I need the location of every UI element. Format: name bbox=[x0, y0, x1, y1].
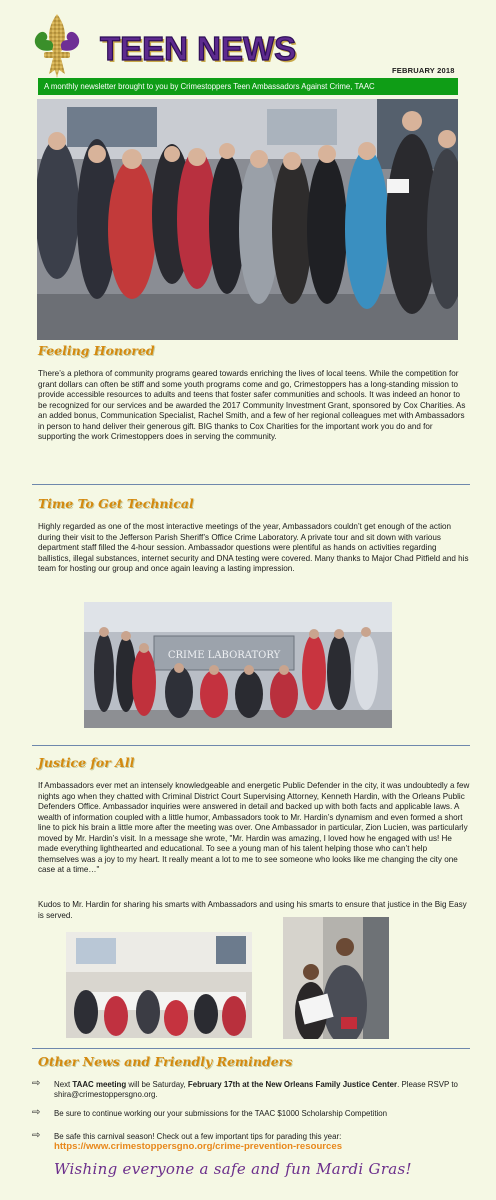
section-body-time-to-get-technical: Highly regarded as one of the most interactive meetings of the year, Ambassadors couldn’t get enough of the action during their visit to the Jefferson Parish Sheriff’s Office Crime Laboratory. A private tour and sit down with various department staff filled the 4-hour session. Ambassador questions were plentiful as hands on activities regarding ballistics, illegal substances, internet security and DNA testing were covered. Many thanks to Major Chad Pitfield and his team for hosting our group and once again leaving a lasting impression. bbox=[38, 522, 469, 573]
arrow-icon: ⇨ bbox=[32, 1078, 41, 1089]
arrow-icon: ⇨ bbox=[32, 1130, 41, 1141]
section-kudos-justice-for-all: Kudos to Mr. Hardin for sharing his smarts with Ambassadors and using his smarts to ensure that justice in the Big Easy is served. bbox=[38, 900, 467, 920]
closing-message: Wishing everyone a safe and fun Mardi Gras! bbox=[54, 1160, 412, 1178]
reminder-meeting-mid: will be Saturday, bbox=[126, 1080, 188, 1089]
banner-text: A monthly newsletter brought to you by Crimestoppers Teen Ambassadors Against Crime, TAAC bbox=[44, 82, 375, 91]
section-heading-feeling-honored: Feeling Honored bbox=[38, 343, 155, 358]
reminder-meeting-pre: Next bbox=[54, 1080, 73, 1089]
issue-date: FEBRUARY 2018 bbox=[392, 66, 455, 75]
section-divider bbox=[32, 1048, 470, 1049]
section-divider bbox=[32, 745, 470, 746]
reminder-carnival: Be safe this carnival season! Check out a few important tips for parading this year: bbox=[54, 1132, 342, 1141]
fleur-de-lis-logo bbox=[24, 10, 90, 80]
section-heading-other-news: Other News and Friendly Reminders bbox=[38, 1054, 293, 1069]
hardin-photo bbox=[283, 917, 389, 1039]
group-photo-cox-charities bbox=[37, 99, 458, 340]
reminder-meeting-post: . Please RSVP to shira@crimestoppersgno.org. bbox=[54, 1080, 458, 1099]
crime-lab-sign-text: CRIME LABORATORY bbox=[167, 650, 281, 661]
reminder-meeting bbox=[54, 1080, 464, 1099]
crime-lab-photo bbox=[84, 602, 392, 728]
section-heading-time-to-get-technical: Time To Get Technical bbox=[38, 496, 194, 511]
reminder-meeting-bold-2: February 17th at the New Orleans Family Justice Center bbox=[187, 1080, 398, 1089]
newsletter-title: TEEN NEWS bbox=[100, 30, 297, 67]
section-heading-justice-for-all: Justice for All bbox=[38, 755, 135, 770]
header-banner bbox=[38, 78, 458, 95]
section-body-justice-for-all: If Ambassadors ever met an intensely knowledgeable and energetic Public Defender in the city, it was undoubtedly a few nights ago when they chatted with Criminal District Court Supervising Attorney, Kenneth Hardin, with the Orleans Public Defenders Office. Ambassador inquiries were answered in detail and backed up with both facts and applicable laws. A wealth of information coupled with a little humor, Ambassadors took to Mr. Hardin’s dynamism and even formed a short line to pick his brain a little more after the meeting was over. One Ambassador in particular, Zion Lucien, was particularly moved by Mr. Hardin’s visit. In a message she wrote, "Mr. Hardin was amazing, I loved how he engaged with us! He made everything lighthearted and educational. To see a young man of his talent helping those who can’t help themselves was a joy to my heart. It really meant a lot to me to see someone who looks like me changing the city one case at a time…" bbox=[38, 781, 470, 874]
section-body-feeling-honored: There’s a plethora of community programs geared towards enriching the lives of local teens. While the competition for grant dollars can often be stiff and some youth programs come and go, Crimestoppers has a long-standing mission to provide accessible resources to adults and teens that foster safer communities and schools. It was indeed an honor to be recognized for our services and be awarded the 2017 Community Investment Grant, sponsored by Cox Charities. As an added bonus, Communication Specialist, Rachel Smith, and a few of her regional colleagues met with Ambassadors in person to hand deliver their generous gift. BIG thanks to Cox Charities for the important work you do and for supporting the work Crimestoppers does in serving the community. bbox=[38, 369, 466, 441]
reminder-scholarship: Be sure to continue working our your submissions for the TAAC $1000 Scholarship Competition bbox=[54, 1109, 388, 1118]
classroom-photo bbox=[66, 932, 252, 1038]
crime-prevention-link[interactable]: https://www.crimestoppersgno.org/crime-prevention-resources bbox=[54, 1141, 343, 1152]
arrow-icon: ⇨ bbox=[32, 1107, 41, 1118]
reminder-meeting-bold-1: TAAC meeting bbox=[72, 1080, 127, 1089]
section-divider bbox=[32, 484, 470, 485]
